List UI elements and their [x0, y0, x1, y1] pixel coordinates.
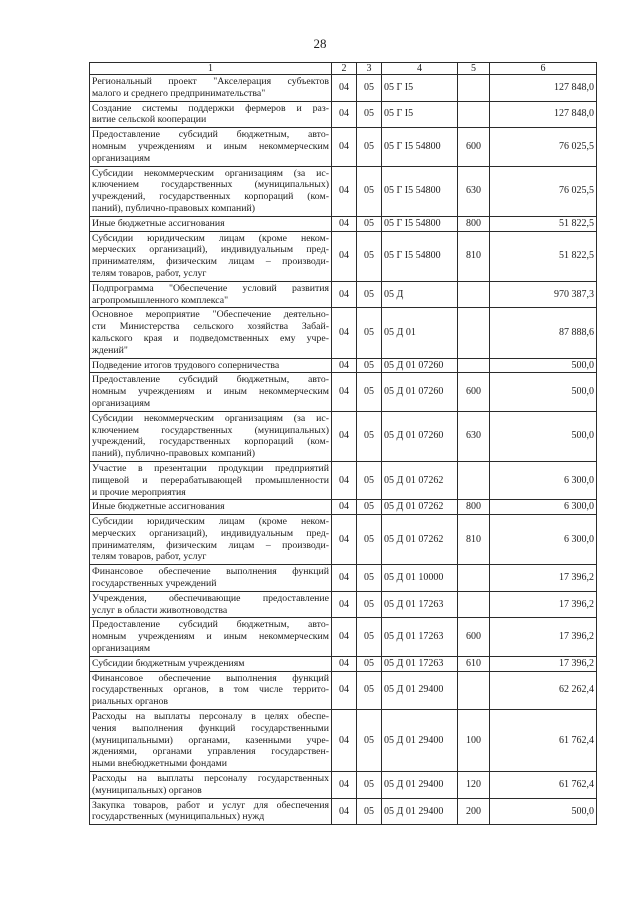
cell-expense-type: 630 [458, 166, 490, 216]
table-row [90, 411, 597, 461]
cell-expense-type: 810 [458, 515, 490, 565]
name-line: телям товаров, работ, услуг [92, 551, 207, 563]
name-line: Иные бюджетные ассигнования [92, 501, 225, 513]
cell-expense-type [458, 461, 490, 499]
name-line: организациям [92, 643, 151, 655]
name-line: ключением государственных (муниципальных) [92, 424, 329, 436]
cell-name [90, 710, 332, 772]
cell-name [90, 772, 332, 799]
cell-amount: 17 396,2 [490, 591, 597, 618]
name-line: Основное мероприятие "Обеспечение деятельно- [92, 309, 329, 321]
header-col-3: 3 [357, 63, 382, 75]
cell-section: 04 [332, 75, 357, 102]
table-row [90, 671, 597, 709]
cell-expense-type [458, 671, 490, 709]
cell-amount: 6 300,0 [490, 515, 597, 565]
cell-section: 04 [332, 373, 357, 411]
name-line: услуг в области животноводства [92, 604, 228, 616]
name-line: Расходы на выплаты персоналу государственных [92, 773, 329, 785]
cell-section: 04 [332, 216, 357, 231]
name-line: Предоставление субсидий бюджетным, авто- [92, 619, 329, 631]
table-row [90, 710, 597, 772]
name-line: государственных учреждений [92, 578, 217, 590]
cell-target-code: 05 Д 01 07262 [382, 500, 458, 515]
cell-name [90, 358, 332, 373]
cell-target-code: 05 Д 01 07260 [382, 358, 458, 373]
cell-subsection: 05 [357, 656, 382, 671]
name-line: принимателям, физическим лицам – производи- [92, 539, 329, 551]
cell-name [90, 500, 332, 515]
cell-expense-type: 600 [458, 128, 490, 166]
cell-section: 04 [332, 515, 357, 565]
name-line: учреждений, государственных корпораций (ком- [92, 436, 329, 448]
name-line: государственных органов, в том числе террито- [92, 684, 329, 696]
cell-name [90, 308, 332, 358]
cell-expense-type: 800 [458, 216, 490, 231]
cell-name [90, 281, 332, 308]
name-line: (муниципальными) органами, казенными учре- [92, 734, 329, 746]
cell-section: 04 [332, 358, 357, 373]
table-body [90, 75, 597, 825]
name-line: агропромышленного комплекса" [92, 294, 229, 306]
name-line: Учреждения, обеспечивающие предоставление [92, 592, 329, 604]
cell-expense-type [458, 565, 490, 592]
cell-name [90, 618, 332, 656]
name-line: телям товаров, работ, услуг [92, 267, 207, 279]
name-line: Субсидии бюджетным учреждениям [92, 657, 245, 669]
cell-subsection: 05 [357, 128, 382, 166]
cell-target-code: 05 Г I5 54800 [382, 231, 458, 281]
cell-amount: 500,0 [490, 411, 597, 461]
cell-section: 04 [332, 671, 357, 709]
cell-section: 04 [332, 591, 357, 618]
cell-target-code: 05 Г I5 [382, 101, 458, 128]
name-line: Субсидии некоммерческим организациям (за ис- [92, 167, 329, 179]
cell-target-code: 05 Г I5 54800 [382, 216, 458, 231]
header-col-5: 5 [458, 63, 490, 75]
table-row [90, 128, 597, 166]
cell-section: 04 [332, 798, 357, 825]
header-col-6: 6 [490, 63, 597, 75]
cell-name [90, 231, 332, 281]
name-line: ключением государственных (муниципальных) [92, 179, 329, 191]
cell-name [90, 515, 332, 565]
cell-section: 04 [332, 281, 357, 308]
cell-section: 04 [332, 772, 357, 799]
cell-subsection: 05 [357, 411, 382, 461]
table-header [90, 63, 597, 75]
cell-expense-type [458, 308, 490, 358]
cell-target-code: 05 Д 01 17263 [382, 656, 458, 671]
cell-amount: 500,0 [490, 798, 597, 825]
cell-amount: 970 387,3 [490, 281, 597, 308]
header-col-2: 2 [332, 63, 357, 75]
cell-name [90, 591, 332, 618]
cell-target-code: 05 Д 01 29400 [382, 798, 458, 825]
name-line: Предоставление субсидий бюджетным, авто- [92, 374, 329, 386]
cell-subsection: 05 [357, 671, 382, 709]
name-line: паний), публично-правовых компаний) [92, 202, 255, 214]
cell-subsection: 05 [357, 75, 382, 102]
cell-expense-type: 630 [458, 411, 490, 461]
table-row [90, 358, 597, 373]
cell-expense-type: 100 [458, 710, 490, 772]
table-row [90, 281, 597, 308]
table-row [90, 373, 597, 411]
table-row [90, 216, 597, 231]
cell-section: 04 [332, 411, 357, 461]
cell-amount: 500,0 [490, 373, 597, 411]
cell-amount: 51 822,5 [490, 231, 597, 281]
cell-subsection: 05 [357, 216, 382, 231]
cell-target-code: 05 Д 01 10000 [382, 565, 458, 592]
cell-target-code: 05 Д 01 17263 [382, 591, 458, 618]
cell-amount: 6 300,0 [490, 500, 597, 515]
cell-name [90, 75, 332, 102]
cell-amount: 500,0 [490, 358, 597, 373]
cell-subsection: 05 [357, 591, 382, 618]
cell-target-code: 05 Д 01 07260 [382, 411, 458, 461]
cell-target-code: 05 Д 01 [382, 308, 458, 358]
name-line: Финансовое обеспечение выполнения функций [92, 566, 329, 578]
cell-amount: 61 762,4 [490, 772, 597, 799]
cell-section: 04 [332, 308, 357, 358]
header-row [90, 63, 597, 75]
name-line: Предоставление субсидий бюджетным, авто- [92, 129, 329, 141]
name-line: и прочие мероприятия [92, 486, 186, 498]
cell-expense-type: 200 [458, 798, 490, 825]
cell-section: 04 [332, 461, 357, 499]
name-line: Закупка товаров, работ и услуг для обеспечения [92, 799, 329, 811]
cell-amount: 76 025,5 [490, 128, 597, 166]
cell-expense-type: 800 [458, 500, 490, 515]
name-line: номным учреждениям и иным некоммерческим [92, 631, 329, 643]
name-line: принимателям, физическим лицам – производи- [92, 256, 329, 268]
cell-subsection: 05 [357, 358, 382, 373]
cell-section: 04 [332, 166, 357, 216]
name-line: государственных (муниципальных) нужд [92, 811, 265, 823]
cell-amount: 51 822,5 [490, 216, 597, 231]
cell-expense-type [458, 75, 490, 102]
cell-expense-type: 600 [458, 618, 490, 656]
table-row [90, 166, 597, 216]
cell-subsection: 05 [357, 500, 382, 515]
table-row [90, 591, 597, 618]
name-line: Иные бюджетные ассигнования [92, 217, 225, 229]
cell-subsection: 05 [357, 515, 382, 565]
cell-target-code: 05 Д 01 07262 [382, 461, 458, 499]
header-col-4: 4 [382, 63, 458, 75]
name-line: ными внебюджетными фондами [92, 758, 227, 770]
name-line: Субсидии некоммерческим организациям (за ис- [92, 412, 329, 424]
cell-expense-type [458, 591, 490, 618]
cell-amount: 76 025,5 [490, 166, 597, 216]
name-line: пищевой и перерабатывающей промышленности [92, 474, 329, 486]
table-row [90, 101, 597, 128]
name-line: мерческих организаций), индивидуальным пред- [92, 527, 329, 539]
cell-section: 04 [332, 656, 357, 671]
name-line: Финансовое обеспечение выполнения функций [92, 672, 329, 684]
name-line: номным учреждениям и иным некоммерческим [92, 386, 329, 398]
cell-section: 04 [332, 710, 357, 772]
cell-subsection: 05 [357, 308, 382, 358]
header-col-1: 1 [90, 63, 332, 75]
cell-name [90, 166, 332, 216]
cell-target-code: 05 Г I5 54800 [382, 166, 458, 216]
cell-subsection: 05 [357, 618, 382, 656]
name-line: малого и среднего предпринимательства" [92, 87, 266, 99]
cell-name [90, 656, 332, 671]
cell-amount: 127 848,0 [490, 101, 597, 128]
cell-subsection: 05 [357, 281, 382, 308]
name-line: паний), публично-правовых компаний) [92, 448, 255, 460]
name-line: кальского края и подведомственных ему учре- [92, 332, 329, 344]
name-line: Региональный проект "Акселерация субъектов [92, 76, 329, 87]
cell-target-code: 05 Д 01 07260 [382, 373, 458, 411]
cell-target-code: 05 Д 01 29400 [382, 710, 458, 772]
cell-subsection: 05 [357, 461, 382, 499]
name-line: Субсидии юридическим лицам (кроме неком- [92, 516, 329, 528]
cell-amount: 17 396,2 [490, 565, 597, 592]
table-row [90, 565, 597, 592]
cell-subsection: 05 [357, 798, 382, 825]
cell-section: 04 [332, 618, 357, 656]
cell-amount: 17 396,2 [490, 618, 597, 656]
cell-expense-type: 810 [458, 231, 490, 281]
table-row [90, 75, 597, 102]
table-row [90, 772, 597, 799]
cell-amount: 17 396,2 [490, 656, 597, 671]
table-row [90, 461, 597, 499]
name-line: Подведение итогов трудового соперничества [92, 359, 280, 371]
cell-name [90, 671, 332, 709]
budget-table [89, 62, 597, 825]
cell-subsection: 05 [357, 710, 382, 772]
name-line: учреждений, государственных корпораций (ком- [92, 191, 329, 203]
cell-section: 04 [332, 101, 357, 128]
name-line: организациям [92, 152, 151, 164]
cell-subsection: 05 [357, 231, 382, 281]
cell-target-code: 05 Д 01 07262 [382, 515, 458, 565]
page-number: 28 [313, 36, 327, 51]
cell-section: 04 [332, 231, 357, 281]
table-row [90, 500, 597, 515]
name-line: номным учреждениям и иным некоммерческим [92, 140, 329, 152]
cell-name [90, 565, 332, 592]
table-row [90, 515, 597, 565]
name-line: Подпрограмма "Обеспечение условий развития [92, 282, 329, 294]
cell-name [90, 373, 332, 411]
cell-name [90, 461, 332, 499]
cell-amount: 87 888,6 [490, 308, 597, 358]
cell-subsection: 05 [357, 101, 382, 128]
cell-target-code: 05 Д [382, 281, 458, 308]
cell-expense-type [458, 281, 490, 308]
table-row [90, 231, 597, 281]
cell-target-code: 05 Д 01 29400 [382, 671, 458, 709]
cell-section: 04 [332, 565, 357, 592]
table-row [90, 308, 597, 358]
cell-subsection: 05 [357, 373, 382, 411]
cell-subsection: 05 [357, 166, 382, 216]
cell-amount: 127 848,0 [490, 75, 597, 102]
name-line: (муниципальных) органов [92, 784, 202, 796]
table-row [90, 618, 597, 656]
name-line: мерческих организаций), индивидуальным пред- [92, 244, 329, 256]
name-line: ждениями, органами управления государствен- [92, 746, 329, 758]
table-row [90, 656, 597, 671]
cell-target-code: 05 Д 01 17263 [382, 618, 458, 656]
name-line: витие сельской кооперации [92, 114, 207, 126]
cell-name [90, 101, 332, 128]
cell-target-code: 05 Д 01 29400 [382, 772, 458, 799]
cell-subsection: 05 [357, 565, 382, 592]
cell-amount: 61 762,4 [490, 710, 597, 772]
name-line: чения выполнения функций государственными [92, 722, 329, 734]
cell-name [90, 798, 332, 825]
cell-name [90, 411, 332, 461]
name-line: Расходы на выплаты персоналу в целях обеспе- [92, 711, 329, 723]
cell-expense-type: 610 [458, 656, 490, 671]
cell-expense-type: 120 [458, 772, 490, 799]
cell-name [90, 128, 332, 166]
cell-target-code: 05 Г I5 [382, 75, 458, 102]
cell-expense-type [458, 358, 490, 373]
cell-amount: 62 262,4 [490, 671, 597, 709]
name-line: Создание системы поддержки фермеров и раз- [92, 102, 329, 114]
name-line: организациям [92, 397, 151, 409]
cell-expense-type: 600 [458, 373, 490, 411]
cell-section: 04 [332, 500, 357, 515]
cell-section: 04 [332, 128, 357, 166]
cell-subsection: 05 [357, 772, 382, 799]
name-line: Субсидии юридическим лицам (кроме неком- [92, 232, 329, 244]
name-line: риальных органов [92, 696, 169, 708]
cell-target-code: 05 Г I5 54800 [382, 128, 458, 166]
name-line: сти Министерства сельского хозяйства Забай- [92, 321, 329, 333]
cell-expense-type [458, 101, 490, 128]
name-line: ждений" [92, 344, 128, 356]
name-line: Участие в презентации продукции предприятий [92, 462, 329, 474]
cell-amount: 6 300,0 [490, 461, 597, 499]
cell-name [90, 216, 332, 231]
table-row [90, 798, 597, 825]
